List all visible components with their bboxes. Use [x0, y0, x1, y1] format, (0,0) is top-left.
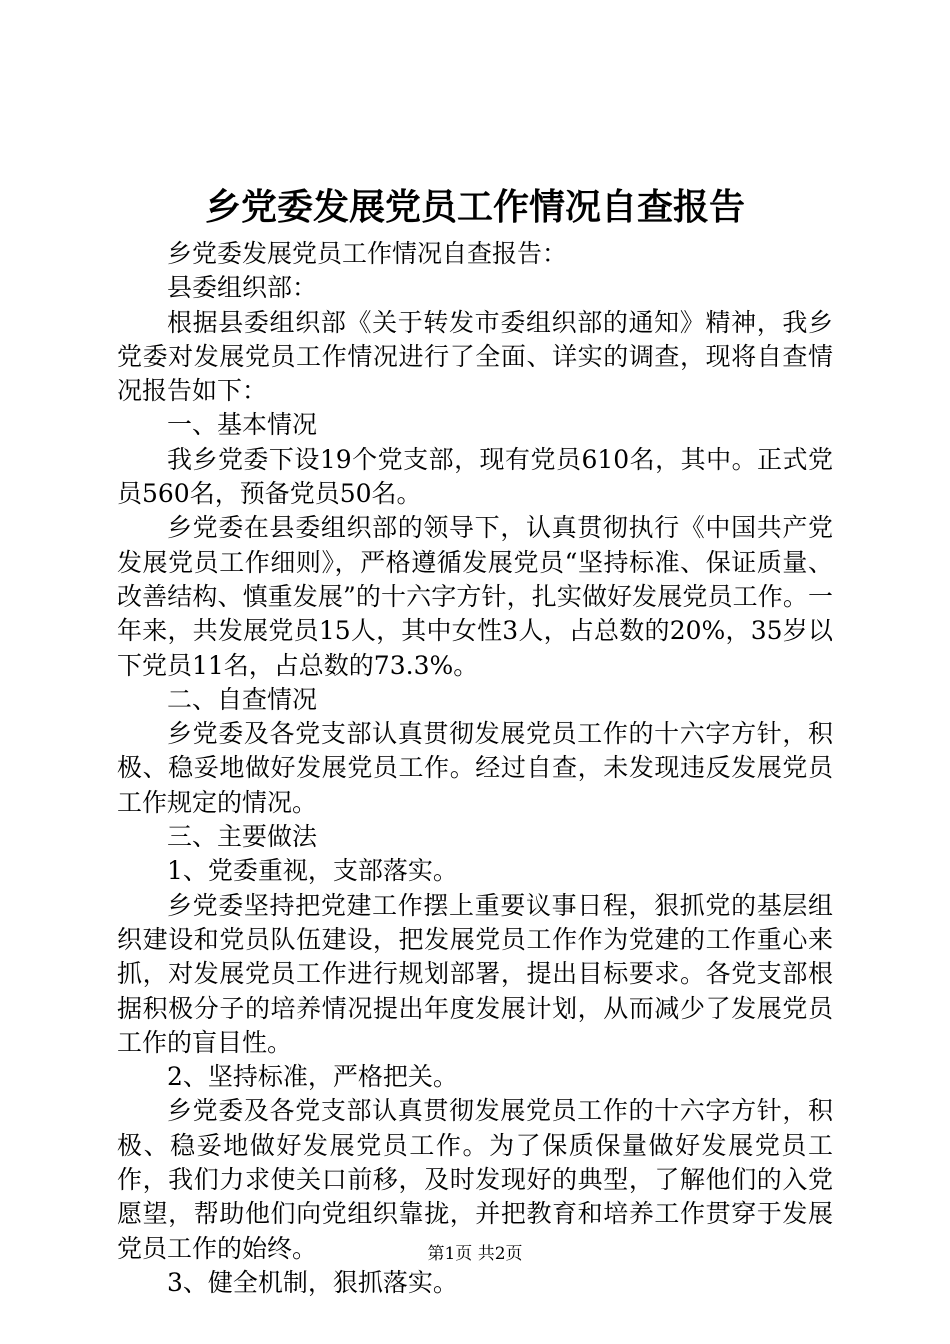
paragraph-method-1: 乡党委坚持把党建工作摆上重要议事日程，狠抓党的基层组织建设和党员队伍建设，把发展党员工作作为党建的工作重心来抓，对发展党员工作进行规划部署，提出目标要求。各党支部根据积极分子的培养情况提出年度发展计划，从而减少了发展党员工作的盲目性。: [117, 890, 833, 1057]
paragraph-method-2: 乡党委及各党支部认真贯彻发展党员工作的十六字方针，积极、稳妥地做好发展党员工作。为了保质保量做好发展党员工作，我们力求使关口前移，及时发现好的典型，了解他们的入党愿望，帮助他们向党组织靠拢，并把教育和培养工作贯穿于发展党员工作的始终。: [117, 1096, 833, 1263]
paragraph-intro: 根据县委组织部《关于转发市委组织部的通知》精神，我乡党委对发展党员工作情况进行了全面、详实的调查，现将自查情况报告如下：: [117, 307, 833, 406]
paragraph-self-check: 乡党委及各党支部认真贯彻发展党员工作的十六字方针，积极、稳妥地做好发展党员工作。经过自查，未发现违反发展党员工作规定的情况。: [117, 719, 833, 817]
document-body: [117, 237, 833, 1300]
paragraph-heading-line: 乡党委发展党员工作情况自查报告：: [167, 239, 568, 268]
page-footer: 第1页 共2页: [427, 1244, 523, 1264]
section-heading-self-check: 二、自查情况: [167, 684, 318, 714]
document-title: 乡党委发展党员工作情况自查报告: [204, 187, 745, 228]
subheading-1: 1、党委重视，支部落实。: [167, 856, 458, 886]
subheading-2: 2、坚持标准，严格把关。: [167, 1062, 458, 1092]
subheading-3: 3、健全机制，狠抓落实。: [167, 1267, 458, 1297]
section-heading-methods: 三、主要做法: [167, 822, 318, 852]
section-heading-basic: 一、基本情况: [167, 410, 318, 440]
paragraph-leadership: 乡党委在县委组织部的领导下，认真贯彻执行《中国共产党发展党员工作细则》，严格遵循发展党员“坚持标准、保证质量、改善结构、慎重发展”的十六字方针，扎实做好发展党员工作。一年来，共发展党员15人，其中女性3人，占总数的20%，35岁以下党员11名，占总数的73.3%。: [117, 513, 833, 680]
paragraph-addressee: 县委组织部：: [167, 273, 318, 303]
paragraph-member-count: 我乡党委下设19个党支部，现有党员610名，其中。正式党员560名，预备党员50名。: [117, 444, 833, 509]
